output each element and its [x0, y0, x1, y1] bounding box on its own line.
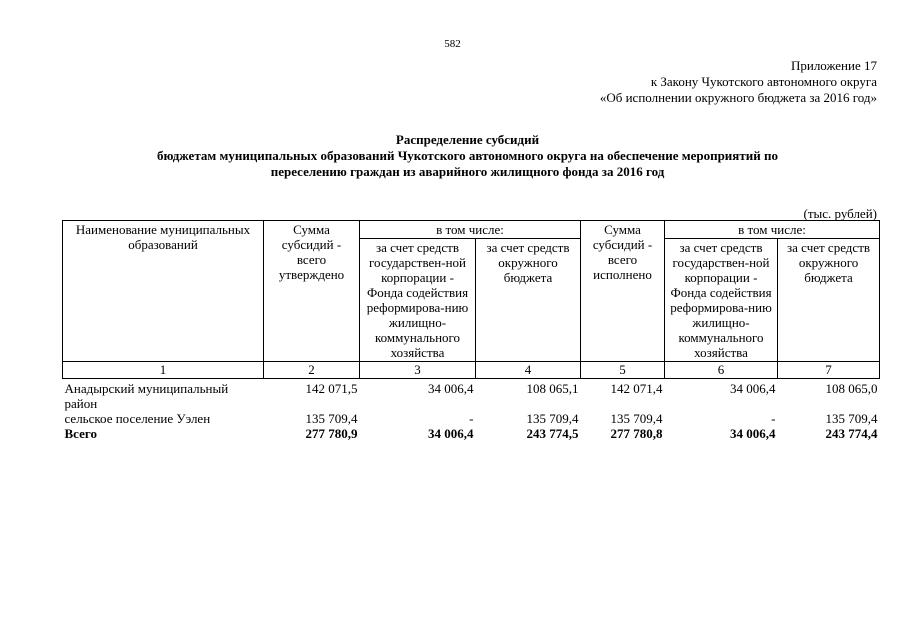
- total-approved-district-budget: 243 774,5: [526, 426, 579, 441]
- executed-district-budget: 135 709,4: [825, 411, 878, 426]
- total-label: Всего: [64, 426, 97, 441]
- executed-district-budget: 108 065,0: [825, 381, 878, 396]
- approved-district-budget: 108 065,1: [526, 381, 579, 396]
- column-number: 6: [665, 362, 778, 379]
- subsidy-table: [62, 220, 880, 441]
- appendix-line-2: к Закону Чукотского автономного округа: [650, 74, 877, 89]
- executed-fund: -: [771, 411, 776, 426]
- approved-total: 135 709,4: [305, 411, 358, 426]
- approved-fund: 34 006,4: [428, 381, 474, 396]
- executed-fund: 34 006,4: [730, 381, 776, 396]
- total-executed-fund: 34 006,4: [730, 426, 776, 441]
- header-approved-total: Сумма субсидий - всего утверждено: [264, 221, 360, 362]
- total-approved: 277 780,9: [305, 426, 358, 441]
- total-approved-fund: 34 006,4: [428, 426, 474, 441]
- executed-total: 135 709,4: [610, 411, 663, 426]
- units-label: (тыс. рублей): [803, 206, 877, 221]
- header-fund-executed: за счет средств государствен-ной корпорации - Фонда содействия реформирова-нию жилищно-коммунального хозяйства: [665, 239, 778, 362]
- municipality-name: сельское поселение Уэлен: [64, 411, 211, 426]
- header-including-approved: в том числе:: [360, 221, 581, 239]
- approved-fund: -: [469, 411, 474, 426]
- header-executed-total: Сумма субсидий - всего исполнено: [581, 221, 665, 362]
- column-number: 5: [581, 362, 665, 379]
- header-including-executed: в том числе:: [665, 221, 880, 239]
- header-fund-approved: за счет средств государствен-ной корпорации - Фонда содействия реформирова-нию жилищно-коммунального хозяйства: [360, 239, 476, 362]
- document-title: [60, 132, 875, 180]
- total-row: [63, 426, 880, 441]
- appendix-reference: [600, 58, 877, 106]
- title-line-3: переселению граждан из аварийного жилищного фонда за 2016 год: [270, 164, 665, 179]
- header-name: Наименование муниципальных образований: [63, 221, 264, 362]
- page-number: 582: [444, 38, 461, 50]
- column-number: 2: [264, 362, 360, 379]
- column-number: 4: [476, 362, 581, 379]
- total-executed: 277 780,8: [610, 426, 663, 441]
- total-executed-district-budget: 243 774,4: [825, 426, 878, 441]
- header-district-budget-approved: за счет средств окружного бюджета: [476, 239, 581, 362]
- header-district-budget-executed: за счет средств окружного бюджета: [778, 239, 880, 362]
- appendix-line-3: «Об исполнении окружного бюджета за 2016 год»: [599, 90, 877, 105]
- column-number: 3: [360, 362, 476, 379]
- executed-total: 142 071,4: [610, 381, 663, 396]
- table-row: [63, 379, 880, 412]
- municipality-name: Анадырский муниципальный район: [64, 381, 229, 411]
- column-number: 1: [63, 362, 264, 379]
- table-row: [63, 411, 880, 426]
- title-line-1: Распределение субсидий: [395, 132, 540, 147]
- title-line-2: бюджетам муниципальных образований Чукотского автономного округа на обеспечение мероприятий по: [157, 148, 778, 163]
- appendix-line-1: Приложение 17: [790, 58, 877, 73]
- column-number: 7: [778, 362, 880, 379]
- approved-total: 142 071,5: [305, 381, 358, 396]
- approved-district-budget: 135 709,4: [526, 411, 579, 426]
